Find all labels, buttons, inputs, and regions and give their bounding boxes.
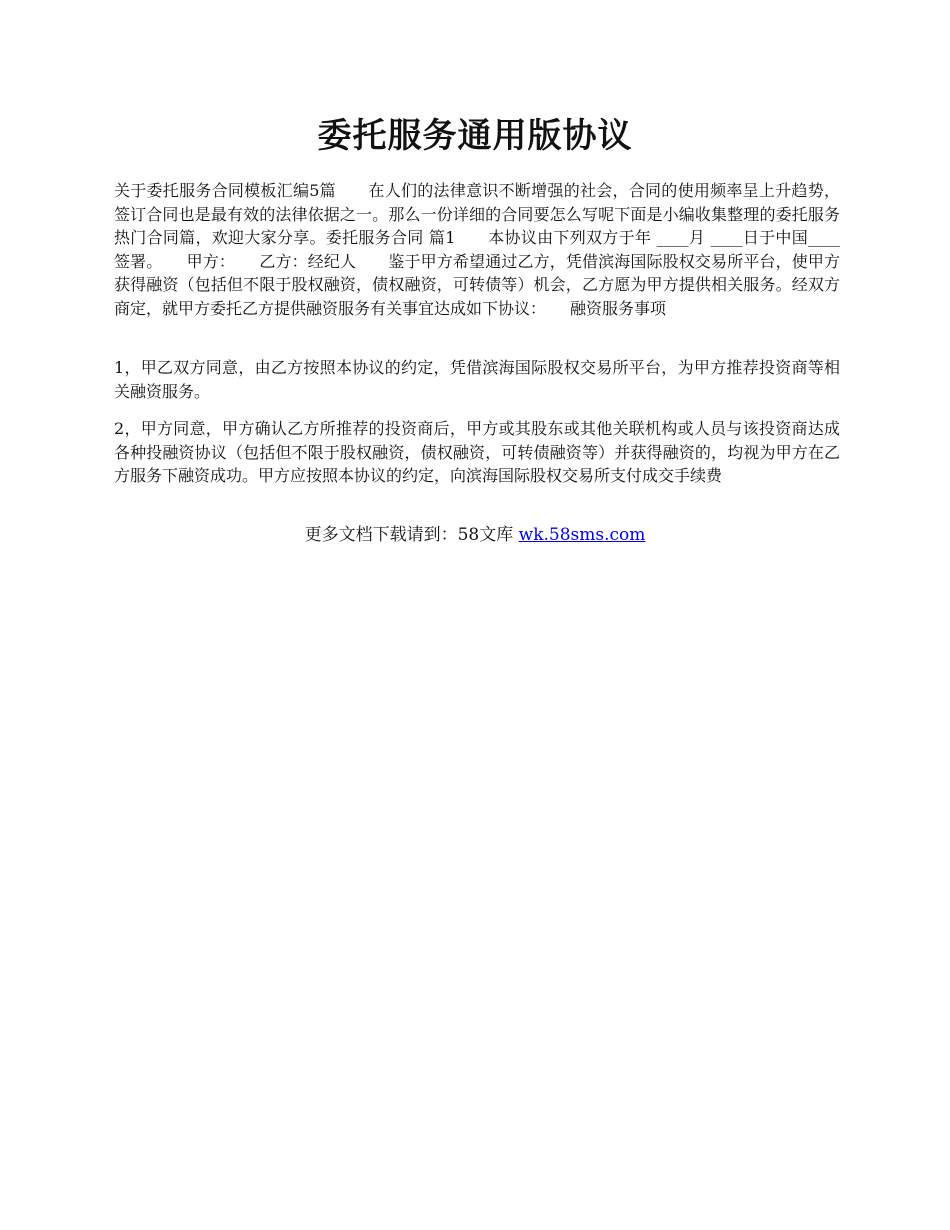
clause-1-paragraph: 1，甲乙双方同意，由乙方按照本协议的约定，凭借滨海国际股权交易所平台，为甲方推荐投资商等相关融资服务。 [114, 358, 840, 401]
footer-prefix-text: 更多文档下载请到：58文库 [304, 525, 519, 545]
document-title: 委托服务通用版协议 [317, 116, 633, 156]
clause-2-paragraph: 2，甲方同意，甲方确认乙方所推荐的投资商后，甲方或其股东或其他关联机构或人员与该投资商达成各种投融资协议（包括但不限于股权融资，债权融资，可转债融资等）并获得融资的，均视为甲方在乙方服务下融资成功。甲方应按照本协议的约定，向滨海国际股权交易所支付成交手续费 [114, 419, 840, 485]
intro-paragraph: 关于委托服务合同模板汇编5篇 在人们的法律意识不断增强的社会，合同的使用频率呈上升趋势，签订合同也是最有效的法律依据之一。那么一份详细的合同要怎么写呢下面是小编收集整理的委托服务热门合同篇，欢迎大家分享。委托服务合同 篇1 本协议由下列双方于年 ____月 ____日于中国____签署。 甲方： 乙方：经纪人 鉴于甲方希望通过乙方，凭借滨海国际股权交易所平台，使甲方获得融资（包括但不限于股权融资，债权融资，可转债等）机会，乙方愿为甲方提供相关服务。经双方商定，就甲方委托乙方提供融资服务有关事宜达成如下协议： 融资服务事项 [114, 181, 840, 318]
footer-download-link[interactable]: wk.58sms.com [518, 525, 646, 545]
download-footer [0, 523, 950, 547]
